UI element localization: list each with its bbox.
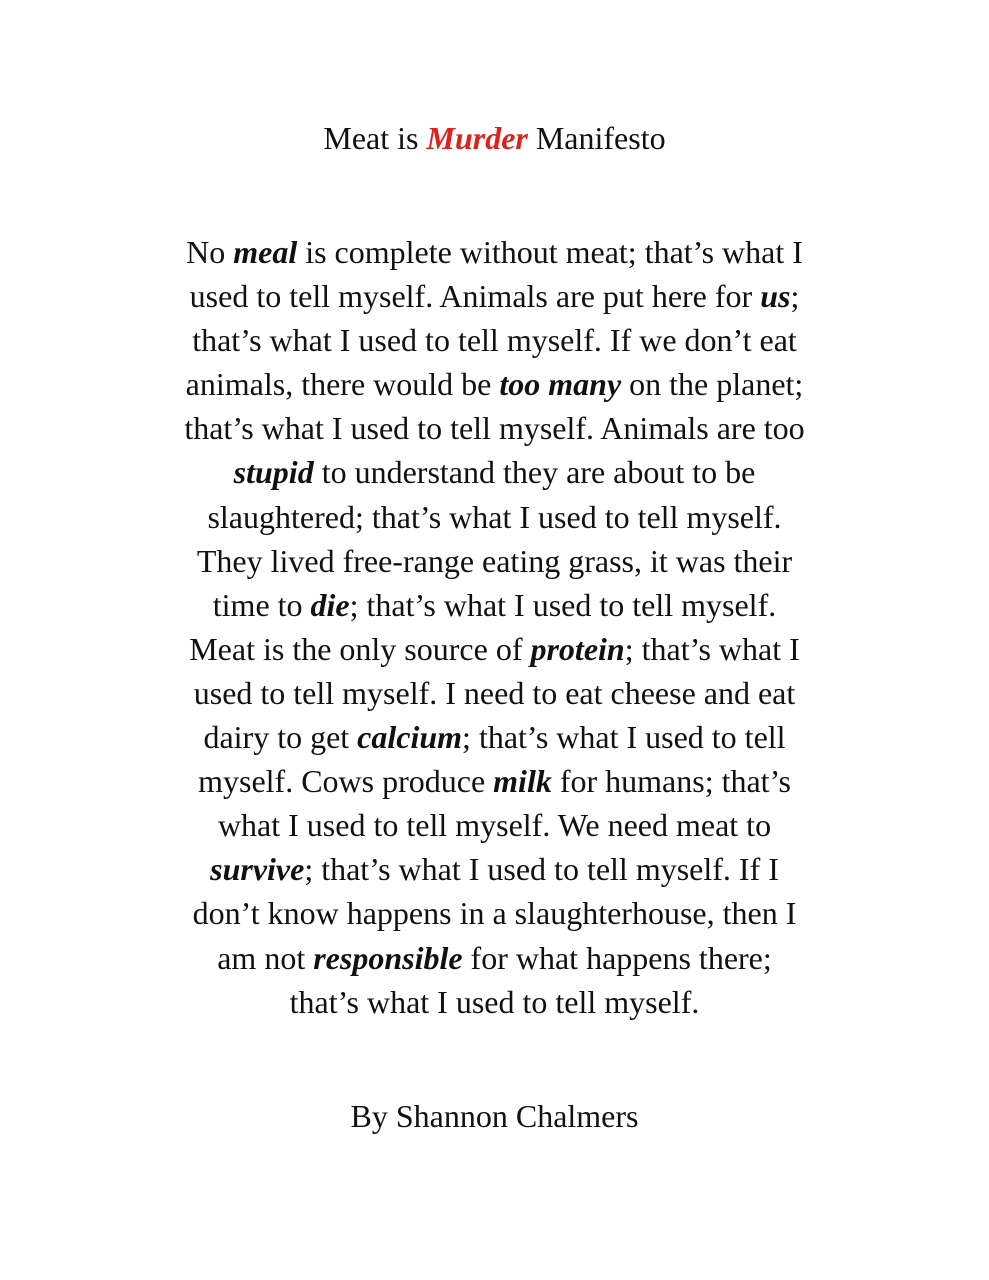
body-line [120, 936, 869, 980]
emphasized-word: responsible [313, 939, 463, 976]
body-text-segment: that’s what I used to tell myself. [289, 983, 700, 1020]
body-line [120, 803, 869, 847]
body-line [120, 671, 869, 715]
body-line [120, 715, 869, 759]
emphasized-word: calcium [357, 719, 463, 756]
body-text-segment: don’t know happens in a slaughterhouse, then I [192, 895, 797, 932]
body-line [120, 406, 869, 450]
body-text-segment: Meat is the only source of [189, 630, 531, 667]
body-text-segment: ; that’s what I used to tell myself. [349, 586, 777, 623]
body-text-segment: for humans; that’s [551, 763, 791, 800]
emphasized-word: us [760, 278, 791, 315]
body-text-segment: ; that’s what I [624, 630, 800, 667]
title-emphasis-word: Murder [426, 120, 528, 156]
body-line [120, 318, 869, 362]
body-text-segment: myself. Cows produce [198, 763, 494, 800]
body-line [120, 230, 869, 274]
emphasized-word: die [310, 586, 350, 623]
body-line [120, 583, 869, 627]
emphasized-word: too many [499, 366, 622, 403]
author-byline: By Shannon Chalmers [350, 1098, 639, 1134]
emphasized-word: stupid [233, 454, 314, 491]
body-text-segment: what I used to tell myself. We need meat to [217, 807, 772, 844]
manifesto-body [120, 230, 869, 1024]
body-text-segment: to understand they are about to be [313, 454, 756, 491]
emphasized-word: meal [233, 234, 298, 270]
emphasized-word: milk [493, 763, 552, 800]
body-line [120, 980, 869, 1024]
body-line [120, 759, 869, 803]
body-text-segment: used to tell myself. I need to eat cheese and eat [193, 674, 796, 711]
body-text-segment: is complete without meat; that’s what I [297, 234, 803, 270]
body-line [120, 495, 869, 539]
body-text-segment: ; that’s what I used to tell myself. If I [304, 851, 779, 888]
body-text-segment: used to tell myself. Animals are put here for [189, 278, 761, 315]
emphasized-word: protein [530, 630, 625, 667]
body-text-segment: They lived free-range eating grass, it was their [196, 542, 793, 579]
body-text-segment: ; [790, 278, 800, 315]
document-title [0, 116, 989, 160]
body-text-segment: for what happens there; [462, 939, 772, 976]
body-text-segment: animals, there would be [185, 366, 500, 403]
body-line [120, 450, 869, 494]
body-text-segment: am not [217, 939, 314, 976]
body-text-segment: ; that’s what I used to tell [462, 719, 786, 756]
body-line [120, 362, 869, 406]
body-line [120, 627, 869, 671]
title-suffix: Manifesto [527, 120, 666, 156]
body-text-segment: slaughtered; that’s what I used to tell myself. [207, 498, 782, 535]
title-prefix: Meat is [323, 120, 427, 156]
body-text-segment: on the planet; [621, 366, 804, 403]
body-line [120, 891, 869, 935]
body-text-segment: that’s what I used to tell myself. If we don’t eat [192, 322, 797, 359]
body-line [120, 847, 869, 891]
body-text-segment: No [186, 234, 234, 270]
body-text-segment: time to [212, 586, 311, 623]
body-text-segment: dairy to get [203, 719, 358, 756]
body-line [120, 539, 869, 583]
body-text-segment: that’s what I used to tell myself. Animals are too [184, 410, 805, 447]
body-line [120, 274, 869, 318]
emphasized-word: survive [210, 851, 305, 888]
